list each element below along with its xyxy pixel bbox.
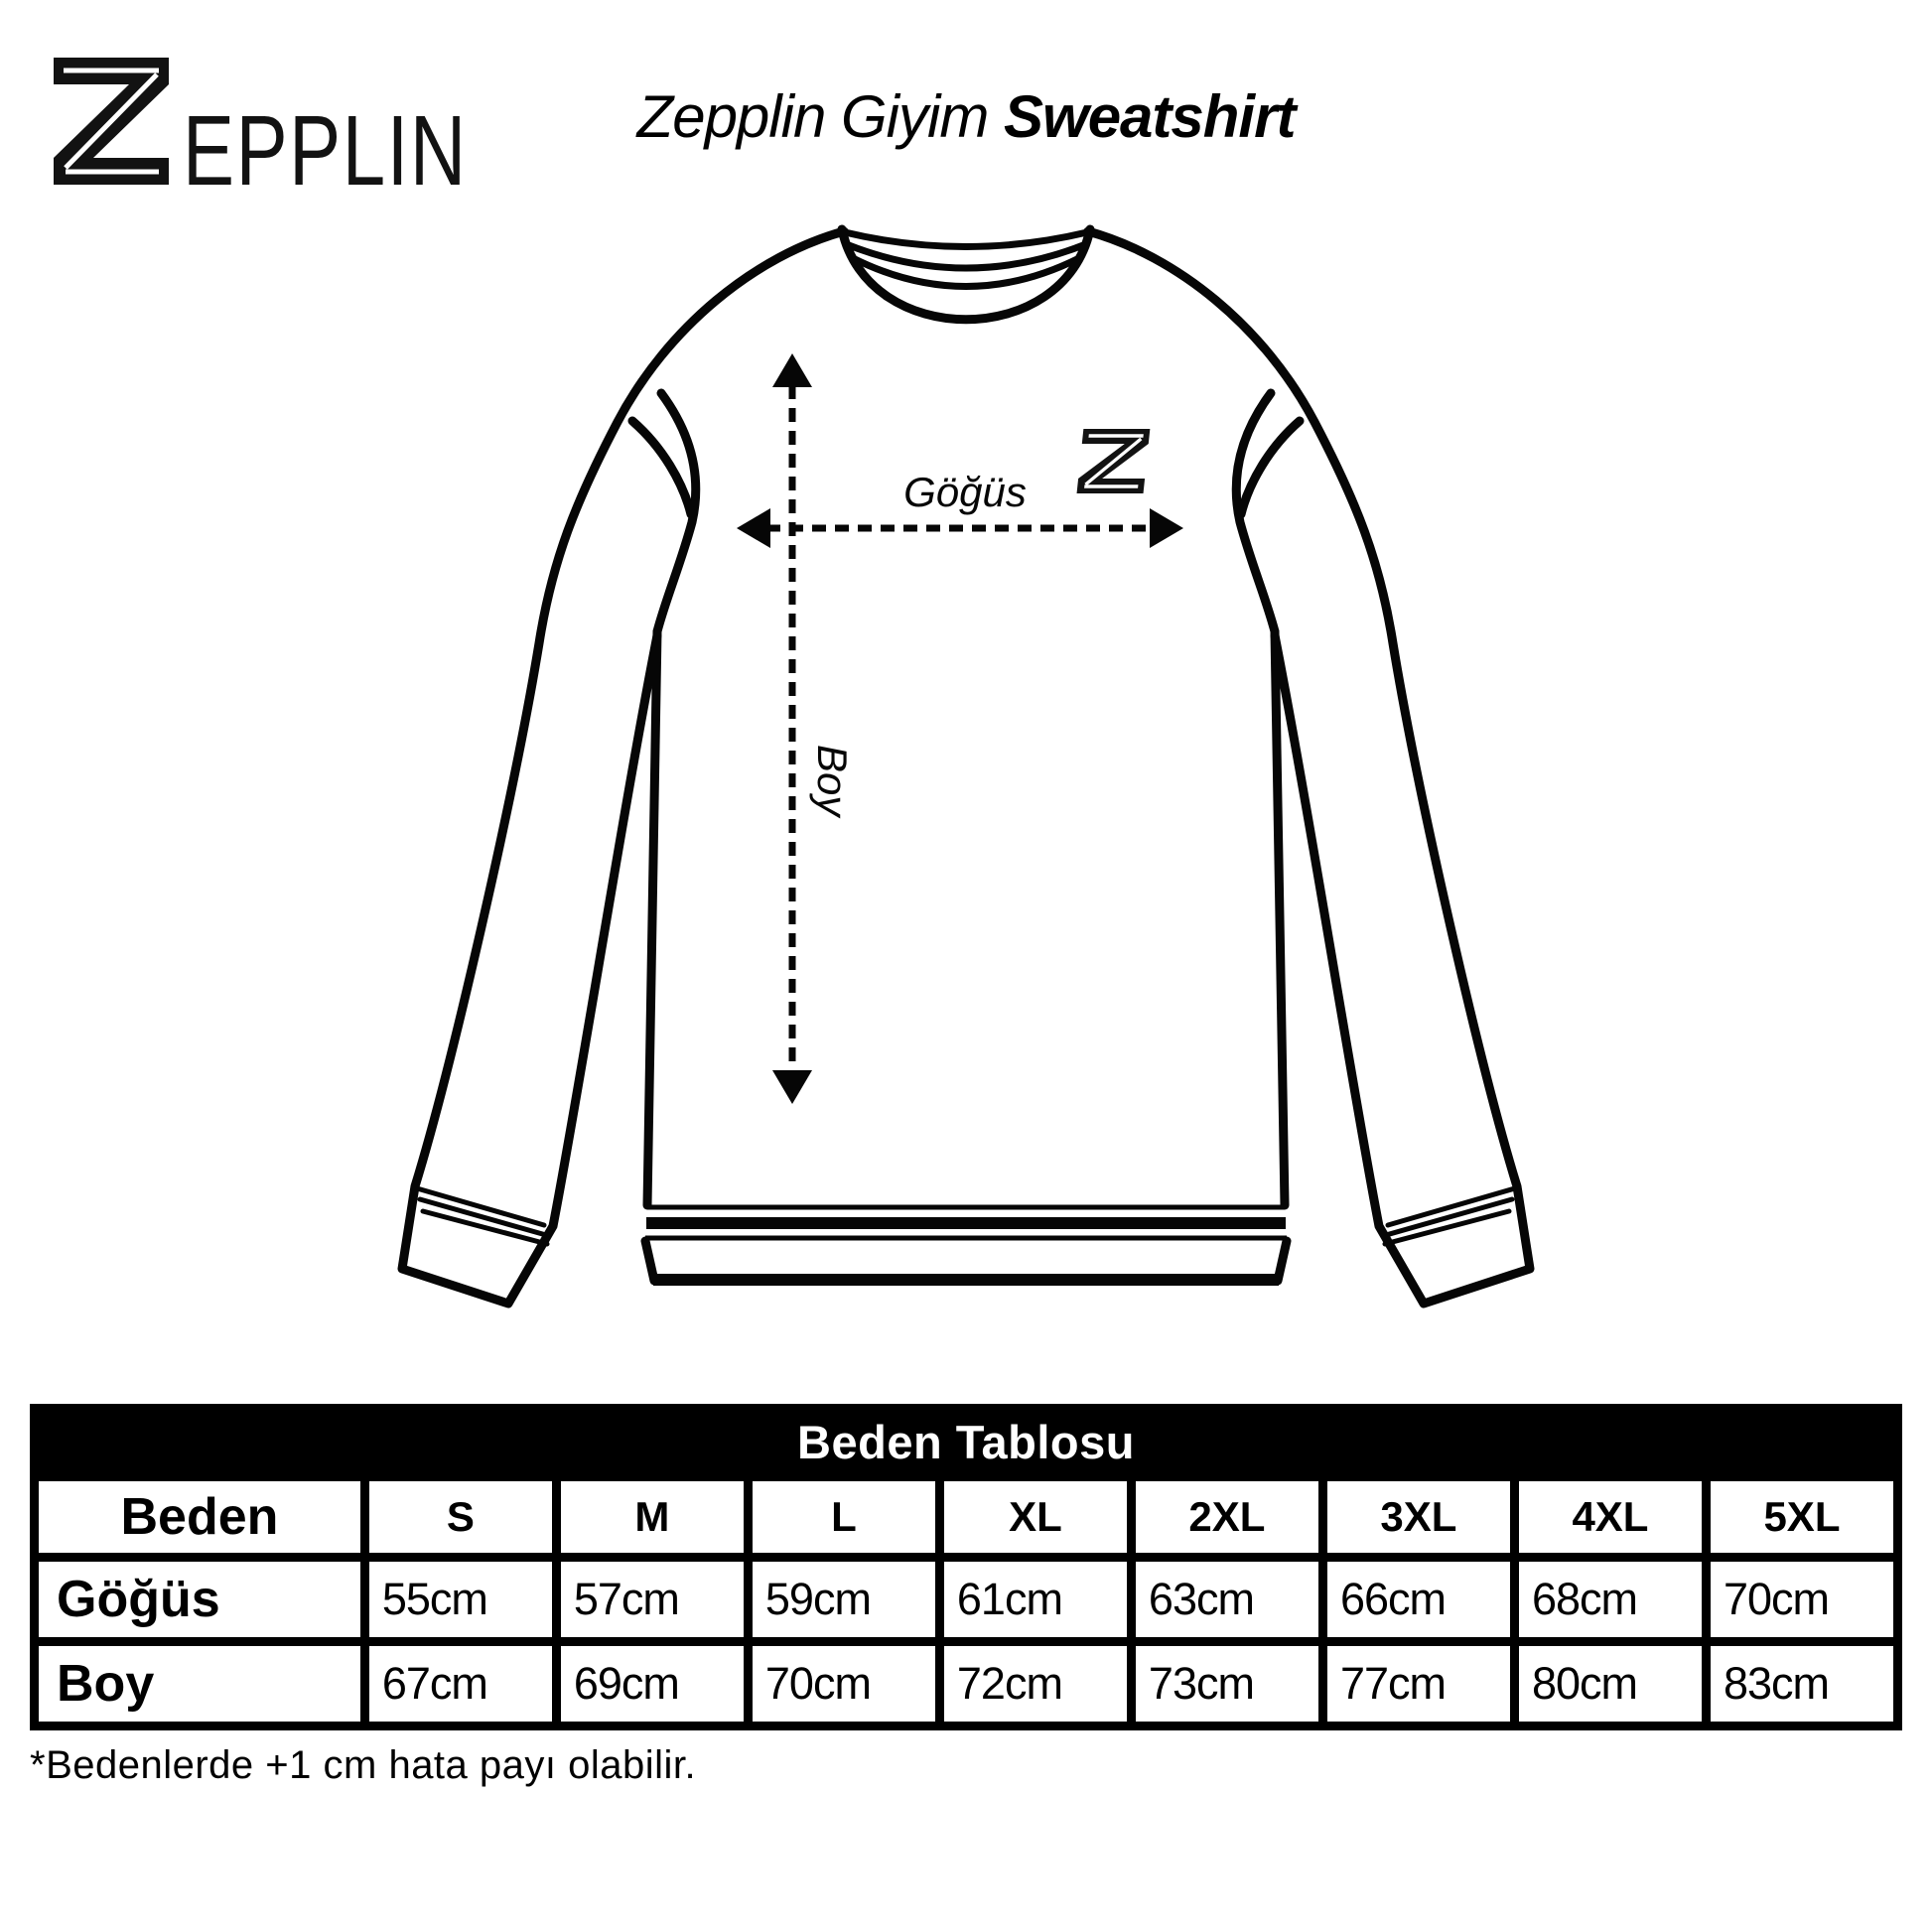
- right-cuff-stripe-1: [1388, 1188, 1515, 1225]
- length-value-2xl: 73cm: [1136, 1646, 1318, 1722]
- left-cuff-stripe-1: [417, 1188, 544, 1225]
- length-row-label: Boy: [39, 1646, 360, 1722]
- left-sleeve: [402, 231, 844, 1304]
- collar-back-line: [845, 232, 1087, 247]
- right-sleeve: [1088, 231, 1530, 1304]
- chest-arrow-left-head: [737, 508, 770, 548]
- size-table-grid: [39, 1481, 1893, 1722]
- chest-value-m: 57cm: [561, 1562, 744, 1637]
- size-header-2xl: 2XL: [1136, 1481, 1318, 1553]
- hem-right-edge: [1278, 1241, 1287, 1281]
- size-table-title: Beden Tablosu: [797, 1416, 1135, 1468]
- brand-logo-text: EPPLIN: [183, 95, 468, 194]
- chest-value-3xl: 66cm: [1327, 1562, 1510, 1637]
- page-title-product: Sweatshirt: [1004, 83, 1296, 150]
- length-arrow-bottom-head: [772, 1070, 812, 1104]
- chest-value-4xl: 68cm: [1519, 1562, 1702, 1637]
- size-header-l: L: [753, 1481, 935, 1553]
- chest-value-s: 55cm: [369, 1562, 552, 1637]
- torso-right-edge: [1275, 631, 1285, 1205]
- chest-arrow-right-head: [1150, 508, 1183, 548]
- length-value-5xl: 83cm: [1711, 1646, 1893, 1722]
- chest-row-label: Göğüs: [39, 1562, 360, 1637]
- sweatshirt-drawing: [402, 229, 1530, 1304]
- chest-logo-z-icon: [1077, 429, 1151, 493]
- collar-rib-2: [853, 258, 1079, 287]
- chest-label: Göğüs: [903, 469, 1027, 515]
- size-header-3xl: 3XL: [1327, 1481, 1510, 1553]
- hem-left-edge: [645, 1241, 654, 1281]
- chest-value-2xl: 63cm: [1136, 1562, 1318, 1637]
- size-table-corner-label: Beden: [39, 1481, 360, 1553]
- size-header-4xl: 4XL: [1519, 1481, 1702, 1553]
- chest-value-xl: 61cm: [944, 1562, 1127, 1637]
- length-value-xl: 72cm: [944, 1646, 1127, 1722]
- torso-left-edge: [647, 631, 657, 1205]
- page-title-brand: Zepplin Giyim: [636, 83, 989, 150]
- length-value-s: 67cm: [369, 1646, 552, 1722]
- length-measure-arrow: [772, 353, 812, 1104]
- size-header-s: S: [369, 1481, 552, 1553]
- size-table: [30, 1404, 1902, 1730]
- size-tolerance-footnote: *Bedenlerde +1 cm hata payı olabilir.: [30, 1743, 697, 1787]
- length-value-l: 70cm: [753, 1646, 935, 1722]
- size-header-5xl: 5XL: [1711, 1481, 1893, 1553]
- chest-value-5xl: 70cm: [1711, 1562, 1893, 1637]
- length-arrow-top-head: [772, 353, 812, 387]
- collar-front-band: [842, 229, 1090, 320]
- length-label: Boy: [809, 745, 856, 817]
- length-value-4xl: 80cm: [1519, 1646, 1702, 1722]
- size-header-xl: XL: [944, 1481, 1127, 1553]
- chest-value-l: 59cm: [753, 1562, 935, 1637]
- size-header-m: M: [561, 1481, 744, 1553]
- length-value-3xl: 77cm: [1327, 1646, 1510, 1722]
- length-value-m: 69cm: [561, 1646, 744, 1722]
